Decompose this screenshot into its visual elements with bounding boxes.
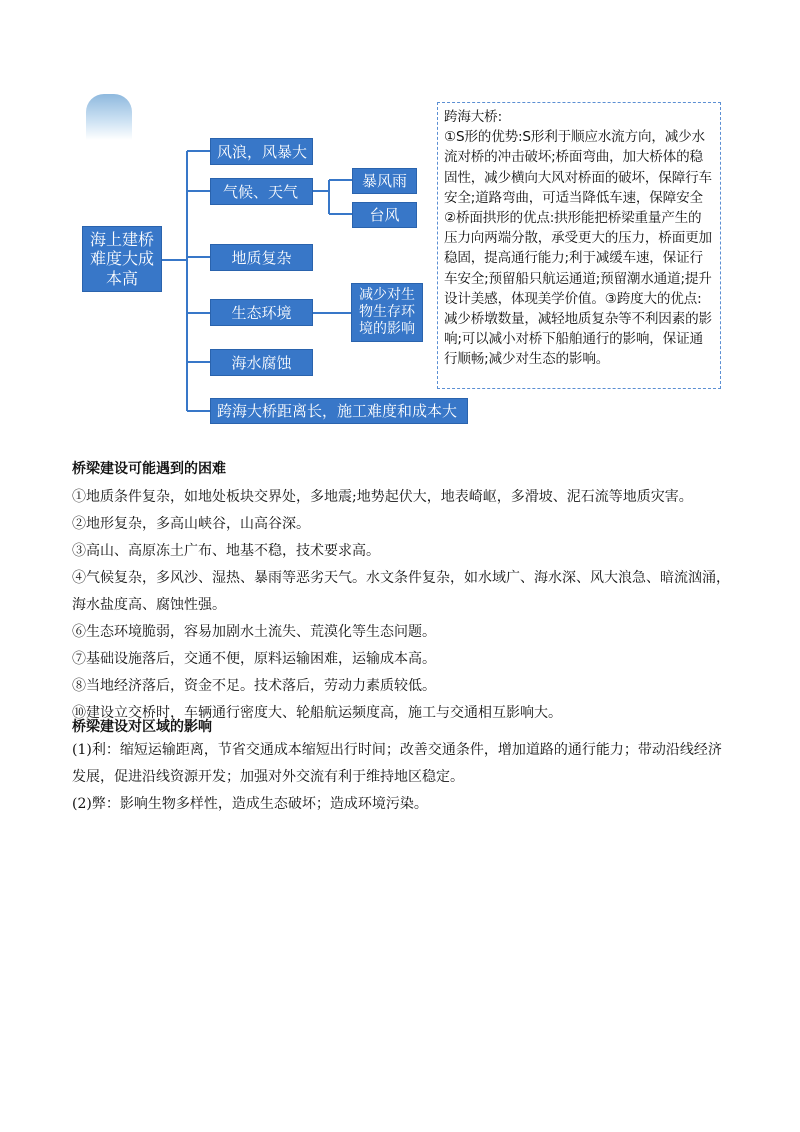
list-item: ①地质条件复杂，如地处板块交界处，多地震;地势起伏大，地表崎岖，多滑坡、泥石流等地质灾害。 [72, 489, 693, 505]
branch-geology [210, 244, 313, 271]
branch-wind-waves [210, 138, 313, 165]
branch-climate [210, 178, 313, 205]
branch-ecology-sub [351, 283, 423, 342]
section-difficulties-title: 桥梁建设可能遇到的困难 [72, 461, 226, 477]
branch-wind-waves-label: 风浪，风暴大 [217, 142, 308, 161]
branch-typhoon [352, 202, 417, 228]
branch-ecology [210, 299, 313, 326]
note-body: ①S形的优势:S形利于顺应水流方向，减少水流对桥的冲击破坏;桥面弯曲，加大桥体的稳固性，减少横向大风对桥面的破坏，保障行车安全;道路弯曲，可适当降低车速，保障安全②桥面拱形的优点:拱形能把桥梁重量产生的压力向两端分散，承受更大的压力，桥面更加稳固，提高通行能力;利于减缓车速，保证行车安全;预留船只航运通道;预留潮水通道;提升设计美感，体现美学价值。③跨度大的优点:减少桥墩数量，减轻地质复杂等不利因素的影响;可以减小对桥下船舶通行的影响，保证通行顺畅;减少对生态的影响。 [444, 129, 712, 368]
impact-list [72, 737, 732, 818]
branch-storm-rain [352, 168, 417, 194]
difficulty-list [72, 484, 732, 727]
list-item: ⑦基础设施落后，交通不便，原料运输困难，运输成本高。 [72, 651, 436, 667]
branch-distance-label: 跨海大桥距离长，施工难度和成本大 [217, 402, 458, 420]
list-item: (2)弊：影响生物多样性，造成生态破坏；造成环境污染。 [72, 796, 428, 812]
root-node-label: 海上建桥难度大成本高 [89, 230, 154, 288]
mind-map-diagram [0, 0, 800, 440]
list-item: ⑥生态环境脆弱，容易加剧水土流失、荒漠化等生态问题。 [72, 624, 436, 640]
list-item: ②地形复杂，多高山峡谷，山高谷深。 [72, 516, 310, 532]
branch-climate-label: 气候、天气 [223, 182, 299, 201]
list-item: ⑧当地经济落后，资金不足。技术落后，劳动力素质较低。 [72, 678, 436, 694]
note-title: 跨海大桥: [444, 109, 502, 125]
list-item: ③高山、高原冻土广布、地基不稳，技术要求高。 [72, 543, 380, 559]
branch-ecology-label: 生态环境 [231, 303, 292, 322]
sea-bridge-note-box [437, 102, 721, 389]
list-item: ⑩建设立交桥时，车辆通行密度大、轮船航运频度高，施工与交通相互影响大。 [72, 705, 562, 721]
branch-corrosion-label: 海水腐蚀 [231, 353, 292, 372]
branch-corrosion [210, 349, 313, 376]
branch-geology-label: 地质复杂 [231, 248, 292, 267]
branch-distance [210, 398, 468, 424]
list-item: ④气候复杂，多风沙、湿热、暴雨等恶劣天气。水文条件复杂，如水域广、海水深、风大浪急、暗流汹涌，海水盐度高、腐蚀性强。 [72, 570, 730, 613]
branch-ecology-sub-label: 减少对生物生存环境的影响 [359, 287, 415, 337]
branch-storm-rain-label: 暴风雨 [361, 172, 407, 190]
section-impacts-title: 桥梁建设对区域的影响 [72, 719, 212, 735]
root-node [82, 226, 162, 292]
list-item: (1)利：缩短运输距离，节省交通成本缩短出行时间；改善交通条件，增加道路的通行能力；带动沿线经济发展，促进沿线资源开发；加强对外交流有利于维持地区稳定。 [72, 742, 722, 785]
branch-typhoon-label: 台风 [369, 206, 400, 224]
